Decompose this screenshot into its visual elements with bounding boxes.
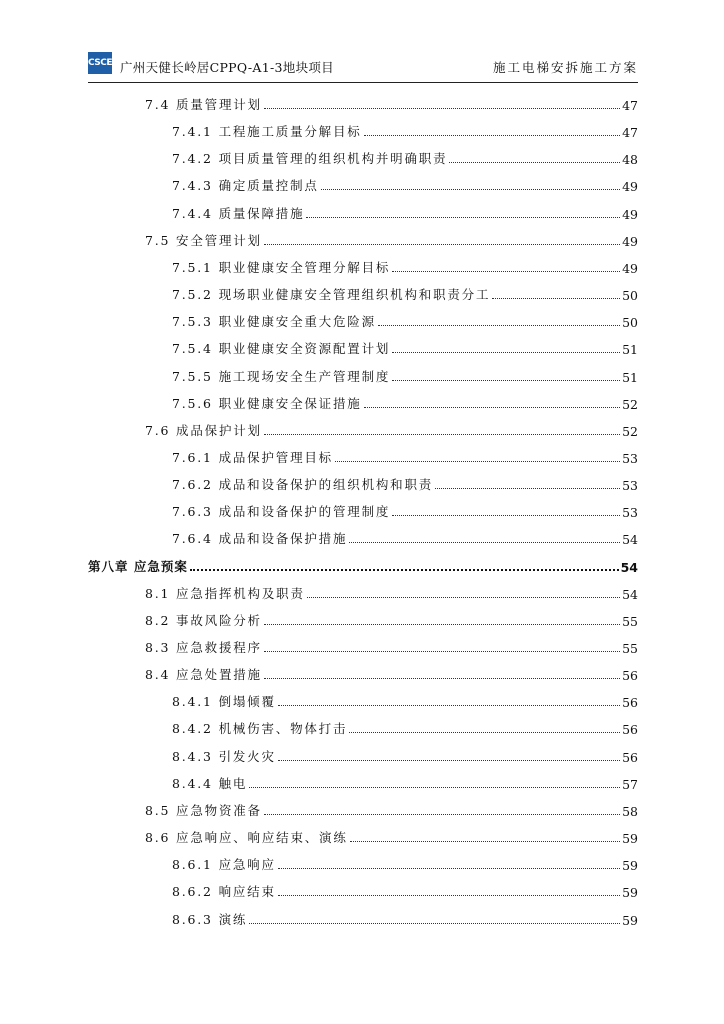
toc-entry-label: 7.5 安全管理计划 [145, 232, 262, 248]
toc-page-number: 57 [622, 776, 638, 792]
toc-dot-leader [492, 298, 620, 299]
toc-entry[interactable] [172, 770, 638, 792]
toc-entry-label: 7.4.2 项目质量管理的组织机构并明确职责 [172, 151, 448, 167]
toc-page-number: 51 [622, 369, 638, 385]
toc-page-number: 54 [622, 586, 638, 602]
toc-dot-leader [449, 162, 620, 163]
toc-page-number: 56 [622, 695, 638, 711]
toc-dot-leader [349, 542, 620, 543]
toc-dot-leader [264, 108, 620, 109]
project-title: 广州天健长岭居CPPQ-A1-3地块项目 [120, 60, 334, 75]
toc-entry-label: 7.4 质量管理计划 [145, 97, 262, 112]
toc-page-number: 59 [622, 831, 638, 847]
toc-dot-leader [307, 597, 620, 598]
toc-entry-label: 7.6.3 成品和设备保护的管理制度 [172, 504, 391, 520]
toc-entry[interactable] [145, 797, 638, 819]
toc-entry[interactable] [172, 715, 638, 737]
toc-entry[interactable] [145, 91, 638, 113]
company-logo [88, 52, 119, 74]
toc-entry-label: 8.6.3 演练 [172, 911, 248, 927]
toc-page-number: 56 [622, 722, 638, 738]
toc-page-number: 49 [622, 179, 638, 195]
toc-dot-leader [378, 325, 620, 326]
toc-dot-leader [278, 895, 620, 896]
toc-page-number: 53 [622, 505, 638, 521]
toc-dot-leader [350, 841, 620, 842]
toc-entry[interactable] [172, 308, 638, 330]
toc-entry[interactable] [145, 824, 638, 846]
toc-page-number: 50 [622, 288, 638, 304]
toc-page-number: 52 [622, 423, 638, 439]
toc-entry[interactable] [172, 878, 638, 900]
toc-dot-leader [392, 380, 620, 381]
toc-entry[interactable] [172, 254, 638, 276]
toc-entry[interactable] [172, 335, 638, 357]
toc-entry-label: 7.4.3 确定质量控制点 [172, 178, 319, 194]
toc-entry-label: 7.5.4 职业健康安全资源配置计划 [172, 341, 391, 357]
header-divider [88, 82, 638, 83]
toc-dot-leader [364, 135, 621, 136]
toc-dot-leader [364, 407, 621, 408]
toc-dot-leader [190, 569, 619, 571]
toc-entry[interactable] [145, 634, 638, 656]
toc-dot-leader [249, 787, 620, 788]
toc-entry[interactable] [172, 498, 638, 520]
toc-dot-leader [321, 189, 620, 190]
toc-page-number: 54 [622, 532, 638, 548]
toc-entry-label: 8.4.2 机械伤害、物体打击 [172, 721, 348, 737]
toc-page-number: 52 [622, 396, 638, 412]
toc-entry-label: 8.2 事故风险分析 [145, 612, 262, 628]
page-header [88, 50, 638, 82]
toc-entry-label: 7.6 成品保护计划 [145, 422, 262, 438]
toc-entry-label: 7.5.6 职业健康安全保证措施 [172, 395, 362, 411]
toc-entry[interactable] [145, 580, 638, 602]
toc-entry[interactable] [172, 851, 638, 873]
toc-dot-leader [349, 732, 620, 733]
toc-page-number: 48 [622, 152, 638, 168]
toc-entry[interactable] [172, 118, 638, 140]
document-title: 施工电梯安拆施工方案 [492, 60, 638, 75]
toc-dot-leader [264, 651, 620, 652]
toc-page-number: 49 [622, 260, 638, 276]
toc-page-number: 49 [622, 233, 638, 249]
toc-dot-leader [335, 461, 620, 462]
toc-entry[interactable] [172, 688, 638, 710]
toc-entry[interactable] [172, 145, 638, 167]
toc-dot-leader [278, 705, 620, 706]
toc-entry[interactable] [172, 390, 638, 412]
toc-dot-leader [278, 760, 620, 761]
toc-entry-label: 7.5.5 施工现场安全生产管理制度 [172, 368, 391, 384]
toc-entry-label: 8.6.2 响应结束 [172, 884, 276, 900]
toc-entry[interactable] [145, 661, 638, 683]
toc-entry-label: 8.6 应急响应、响应结束、演练 [145, 830, 348, 846]
toc-entry-label: 7.6.4 成品和设备保护措施 [172, 531, 348, 547]
toc-dot-leader [264, 434, 620, 435]
toc-dot-leader [392, 352, 620, 353]
toc-entry-label: 8.3 应急救援程序 [145, 640, 262, 655]
toc-page-number: 56 [622, 668, 638, 684]
toc-page-number: 47 [622, 125, 638, 141]
toc-entry-label: 7.6.2 成品和设备保护的组织机构和职责 [172, 477, 434, 493]
toc-page-number: 53 [622, 478, 638, 494]
toc-page-number: 54 [620, 559, 638, 575]
toc-dot-leader [264, 244, 620, 245]
toc-entry[interactable] [145, 417, 638, 439]
toc-dot-leader [306, 217, 620, 218]
toc-entry[interactable] [172, 525, 638, 547]
toc-page-number: 58 [622, 803, 638, 819]
toc-entry-label: 8.5 应急物资准备 [145, 802, 262, 818]
toc-page-number: 56 [622, 749, 638, 765]
toc-page-number: 51 [622, 342, 638, 358]
toc-page-number: 55 [622, 613, 638, 629]
toc-page-number: 59 [622, 858, 638, 874]
toc-page-number: 47 [622, 98, 638, 113]
toc-entry-label: 7.5.2 现场职业健康安全管理组织机构和职责分工 [172, 287, 491, 303]
toc-entry-label: 8.4 应急处置措施 [145, 667, 262, 683]
toc-entry[interactable] [172, 172, 638, 194]
toc-entry-label: 7.5.1 职业健康安全管理分解目标 [172, 259, 391, 275]
toc-page-number: 49 [622, 206, 638, 222]
toc-entry[interactable] [145, 607, 638, 629]
toc-dot-leader [392, 515, 620, 516]
toc-page-number: 53 [622, 450, 638, 466]
toc-entry-label: 7.5.3 职业健康安全重大危险源 [172, 314, 376, 330]
toc-entry-label: 7.6.1 成品保护管理目标 [172, 449, 333, 465]
toc-entry-label: 8.4.1 倒塌倾覆 [172, 694, 276, 710]
toc-entry-label: 8.4.3 引发火灾 [172, 748, 276, 764]
toc-entry[interactable] [145, 227, 638, 249]
toc-entry-label: 7.4.1 工程施工质量分解目标 [172, 124, 362, 140]
toc-page-number: 59 [622, 912, 638, 928]
toc-entry[interactable] [172, 471, 638, 493]
toc-entry[interactable] [172, 281, 638, 303]
toc-entry[interactable] [172, 200, 638, 222]
toc-entry-label: 8.1 应急指挥机构及职责 [145, 585, 305, 601]
toc-dot-leader [249, 923, 620, 924]
logo-text: CSCEC [88, 58, 119, 68]
toc-page-number: 50 [622, 315, 638, 331]
toc-entry[interactable] [172, 743, 638, 765]
toc-entry-label: 8.4.4 触电 [172, 775, 248, 791]
toc-dot-leader [278, 868, 620, 869]
toc-entry-label: 第八章 应急预案 [88, 558, 188, 574]
toc-dot-leader [264, 624, 620, 625]
toc-page-number: 59 [622, 885, 638, 901]
toc-dot-leader [264, 814, 620, 815]
toc-chapter-entry[interactable] [88, 553, 638, 575]
toc-entry-label: 7.4.4 质量保障措施 [172, 205, 305, 221]
toc-dot-leader [264, 678, 620, 679]
toc-dot-leader [435, 488, 620, 489]
toc-entry[interactable] [172, 906, 638, 928]
toc-entry[interactable] [172, 363, 638, 385]
toc-entry-label: 8.6.1 应急响应 [172, 857, 276, 873]
toc-dot-leader [392, 271, 620, 272]
toc-page-number: 55 [622, 641, 638, 656]
toc-entry[interactable] [172, 444, 638, 466]
